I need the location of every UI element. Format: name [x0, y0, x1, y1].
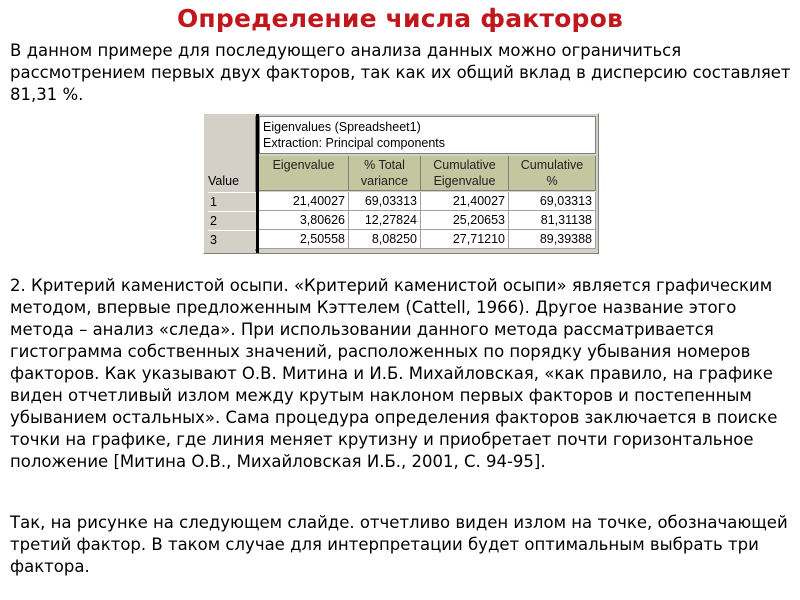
table-cell: 81,31138	[509, 211, 596, 230]
table-cell: 21,40027	[259, 192, 349, 211]
column-header-total-variance	[349, 156, 421, 191]
row-header-label: Value	[208, 174, 240, 188]
table-cell: 27,71210	[421, 230, 509, 249]
conclusion-paragraph: Так, на рисунке на следующем слайде. отчетливо виден излом на точке, обозначающей третий фактор. В таком случае для интерпретации будет оптимальным выбрать три фактора.	[10, 513, 788, 576]
column-header-line: Eigenvalue	[433, 174, 496, 188]
row-label: 2	[208, 211, 256, 230]
table-caption-title: Eigenvalues (Spreadsheet1)	[263, 120, 421, 134]
column-header-eigenvalue	[259, 156, 349, 191]
column-header-line: variance	[360, 174, 409, 188]
row-label: 1	[208, 192, 256, 211]
table-cell: 2,50558	[259, 230, 349, 249]
table-cell: 69,03313	[349, 192, 421, 211]
scree-criterion-paragraph: 2. Критерий каменистой осыпи. «Критерий каменистой осыпи» является графическим методом, впервые предложенным Кэттелем (Cattell, 1966). Другое название этого метода – анализ «следа». При использовании данного метода рассматривается гистограмма собственных значений, расположенных по порядку убывания номеров факторов. Как указывают О.В. Митина и И.Б. Михайловская, «как правило, на графике виден отчетливый излом между крутым наклоном первых факторов и постепенным убыванием остальных». Сама процедура определения факторов заключается в поиске точки на графике, где линия меняет крутизну и приобретает почти горизонтальное положение [Митина О.В., Михайловская И.Б., 2001, С. 94-95].	[10, 276, 778, 471]
column-header-line: Eigenvalue	[272, 158, 335, 172]
column-header-cumulative-percent	[509, 156, 596, 191]
intro-paragraph: В данном примере для последующего анализа данных можно ограничиться рассмотрением первых двух факторов, так как их общий вклад в дисперсию составляет 81,31 %.	[10, 41, 791, 104]
column-header-line: %	[546, 174, 558, 188]
eigenvalues-table	[203, 113, 599, 254]
table-caption	[259, 116, 596, 154]
slide-title: Определение числа факторов	[176, 4, 624, 33]
table-cell: 89,39388	[509, 230, 596, 249]
table-cell: 3,80626	[259, 211, 349, 230]
table-cell: 69,03313	[509, 192, 596, 211]
column-header-line: Cumulative	[433, 158, 496, 172]
column-header-line: Cumulative	[520, 158, 584, 172]
row-label: 3	[208, 230, 256, 249]
column-header-line: % Total	[364, 158, 405, 172]
table-cell: 25,20653	[421, 211, 509, 230]
table-caption-extraction: Extraction: Principal components	[263, 136, 446, 150]
table-cell: 21,40027	[421, 192, 509, 211]
table-cell: 12,27824	[349, 211, 421, 230]
column-header-cumulative-eigenvalue	[421, 156, 509, 191]
table-cell: 8,08250	[349, 230, 421, 249]
